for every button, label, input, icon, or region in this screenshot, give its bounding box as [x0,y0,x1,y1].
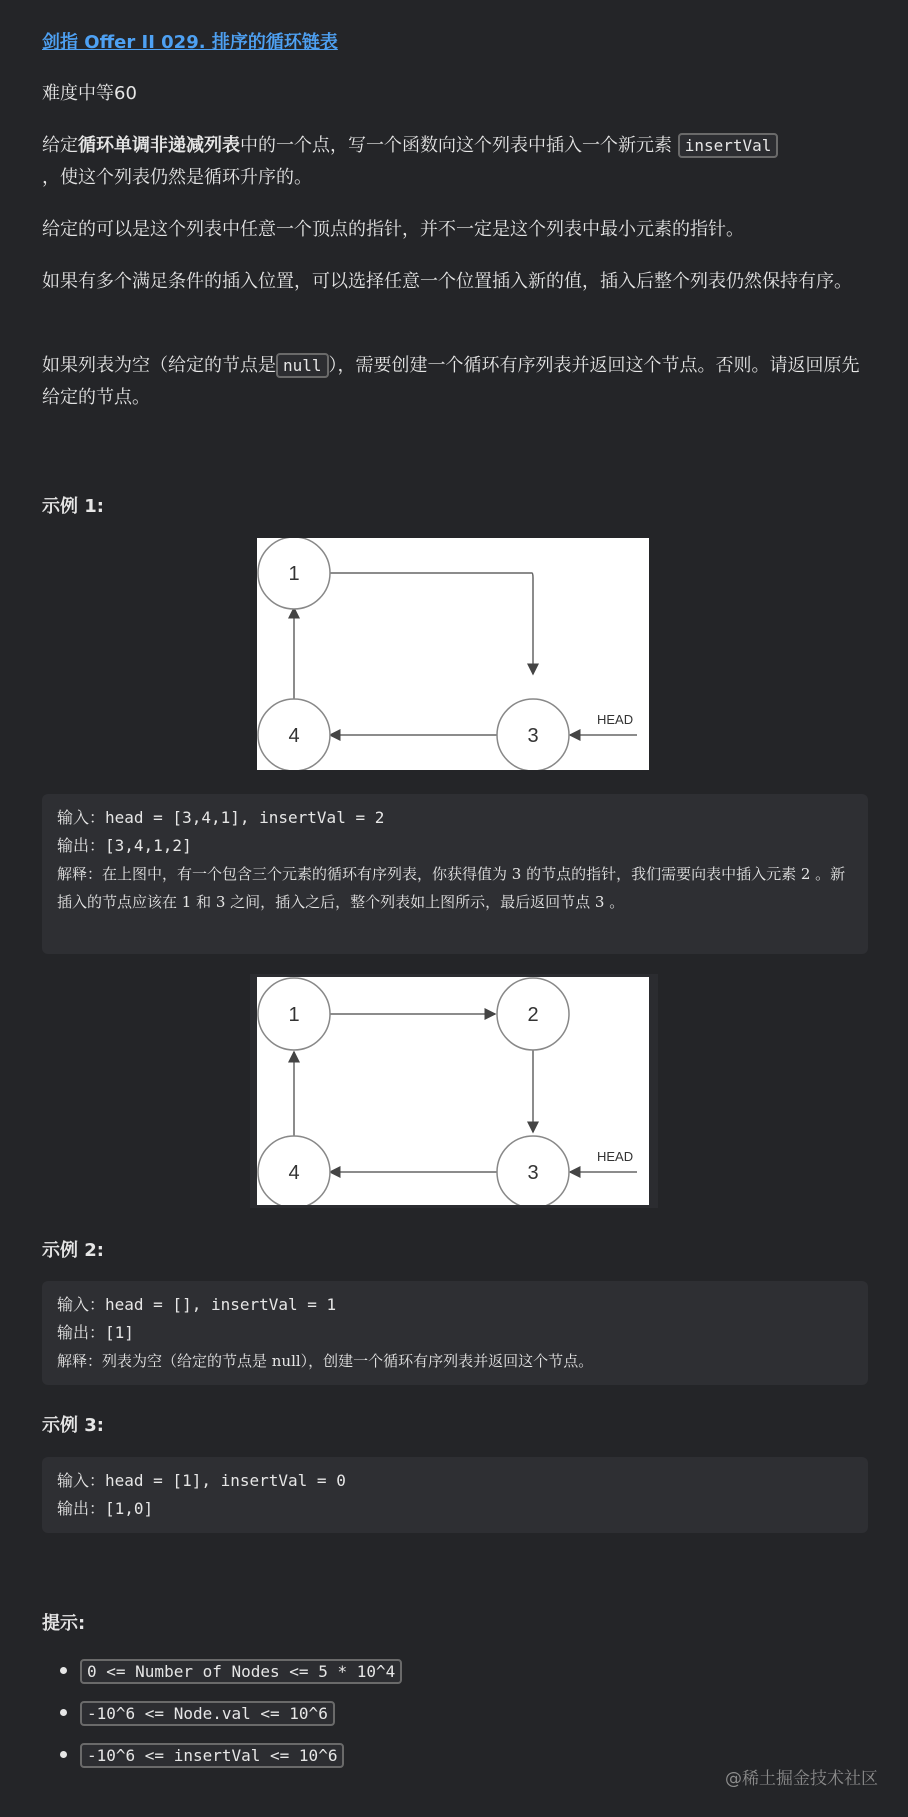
example-output: 输出：[3,4,1,2] [57,836,192,855]
node-label: 2 [527,1004,539,1026]
example-3-code-block [42,1457,868,1533]
node-label: 4 [288,1162,300,1184]
example-1-result-figure-frame [250,974,658,1208]
head-label: HEAD [597,1149,634,1164]
tips-heading: 提示: [42,1613,86,1634]
example-output: 输出：[1] [57,1323,134,1342]
problem-title-link[interactable]: 剑指 Offer II 029. 排序的循环链表 [42,32,338,53]
example-3-heading: 示例 3: [42,1415,104,1436]
inline-code-null: null [276,353,329,378]
desc-bold: 循环单调非递减列表 [78,135,240,156]
desc-text: 中的一个点，写一个函数向这个列表中插入一个新元素 [240,135,672,156]
difficulty-text: 难度中等60 [42,83,137,104]
tips-list [42,1650,402,1776]
example-1-result-figure [257,977,649,1205]
example-1-figure [257,538,649,770]
desc-text: ，使这个列表仍然是循环升序的。 [42,167,312,188]
description-paragraph-2: 给定的可以是这个列表中任意一个顶点的指针，并不一定是这个列表中最小元素的指针。 [42,219,744,240]
desc-text: 如果列表为空（给定的节点是 [42,355,276,376]
node-label: 4 [288,725,300,747]
desc-text: ），需要创建一个循环有序列表并返回这个节点。否则。请返回原先给定的节点。 [42,355,860,408]
example-explanation: 解释：在上图中，有一个包含三个元素的循环有序列表，你获得值为 3 的节点的指针，我们需要向表中插入元素 2 。新插入的节点应该在 1 和 3 之间，插入之后，整个列表如上图所示，最后返回节点 3 。 [57,865,846,911]
tip-code: 0 <= Number of Nodes <= 5 * 10^4 [80,1659,402,1684]
example-2-code-block [42,1281,868,1385]
tip-code: -10^6 <= Node.val <= 10^6 [80,1701,335,1726]
tip-item [80,1650,402,1692]
desc-text: 给定 [42,135,78,156]
inline-code-insertval: insertVal [678,133,779,158]
example-explanation: 解释：列表为空（给定的节点是 null），创建一个循环有序列表并返回这个节点。 [57,1352,594,1370]
tip-code: -10^6 <= insertVal <= 10^6 [80,1743,344,1768]
node-label: 3 [527,725,539,747]
node-label: 1 [288,563,300,585]
example-input: 输入：head = [3,4,1], insertVal = 2 [57,808,385,827]
node-label: 3 [527,1162,539,1184]
head-label: HEAD [597,712,634,727]
linked-list-diagram-2 [257,977,649,1205]
tip-item [80,1734,402,1776]
example-1-code-block [42,794,868,954]
example-1-heading: 示例 1: [42,496,104,517]
description-paragraph-4 [42,350,866,414]
linked-list-diagram-1 [257,538,649,770]
example-2-heading: 示例 2: [42,1240,104,1261]
description-paragraph-3: 如果有多个满足条件的插入位置，可以选择任意一个位置插入新的值，插入后整个列表仍然保持有序。 [42,271,852,292]
tip-item [80,1692,402,1734]
example-input: 输入：head = [], insertVal = 1 [57,1295,337,1314]
node-label: 1 [288,1004,300,1026]
example-output: 输出：[1,0] [57,1499,154,1518]
watermark: @稀土掘金技术社区 [725,1769,878,1789]
description-paragraph-1 [42,130,866,194]
example-input: 输入：head = [1], insertVal = 0 [57,1471,346,1490]
